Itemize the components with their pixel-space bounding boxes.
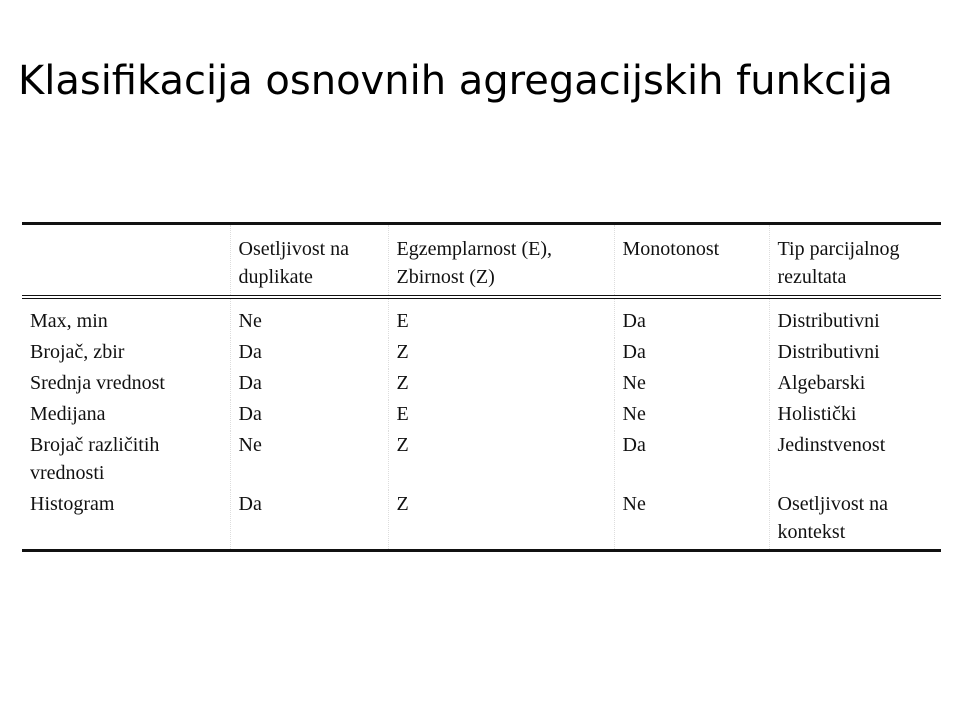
cell-exemplary-summary: Z — [388, 338, 614, 369]
header-monotonicity: Monotonost — [614, 224, 769, 298]
cell-duplicate-sensitivity: Da — [230, 338, 388, 369]
table-row — [22, 369, 941, 400]
cell-exemplary-summary: Z — [388, 490, 614, 551]
cell-function: Brojač, zbir — [30, 341, 125, 363]
header-exemplary-summary: Egzemplarnost (E), Zbirnost (Z) — [388, 224, 614, 298]
cell-duplicate-sensitivity: Da — [230, 400, 388, 431]
cell-exemplary-summary: E — [388, 297, 614, 338]
cell-monotonicity: Da — [614, 431, 769, 490]
cell-duplicate-sensitivity: Da — [230, 369, 388, 400]
header-partial-result-type: Tip parcijalnog rezultata — [769, 224, 941, 298]
header-duplicate-sensitivity: Osetljivost na duplikate — [230, 224, 388, 298]
aggregation-table-container — [22, 222, 941, 552]
cell-monotonicity: Ne — [614, 369, 769, 400]
cell-monotonicity: Da — [614, 338, 769, 369]
cell-partial-result-type: Osetljivost na kontekst — [769, 490, 941, 551]
cell-function: Histogram — [30, 493, 115, 515]
table-row — [22, 490, 941, 551]
table-row — [22, 431, 941, 490]
cell-partial-result-type: Distributivni — [769, 297, 941, 338]
cell-exemplary-summary: Z — [388, 369, 614, 400]
cell-partial-result-type: Algebarski — [769, 369, 941, 400]
cell-partial-result-type: Holistički — [769, 400, 941, 431]
table-row — [22, 297, 941, 338]
cell-exemplary-summary: E — [388, 400, 614, 431]
cell-function: Medijana — [30, 403, 106, 425]
cell-partial-result-type: Jedinstvenost — [769, 431, 941, 490]
cell-function: Brojač različitih vrednosti — [30, 434, 160, 484]
table-row — [22, 338, 941, 369]
table-row — [22, 400, 941, 431]
cell-duplicate-sensitivity: Ne — [230, 297, 388, 338]
cell-duplicate-sensitivity: Ne — [230, 431, 388, 490]
cell-function: Srednja vrednost — [30, 372, 165, 394]
aggregation-functions-table — [22, 222, 941, 552]
cell-monotonicity: Ne — [614, 490, 769, 551]
cell-duplicate-sensitivity: Da — [230, 490, 388, 551]
cell-function: Max, min — [30, 310, 108, 332]
cell-monotonicity: Ne — [614, 400, 769, 431]
cell-partial-result-type: Distributivni — [769, 338, 941, 369]
slide-title: Klasifikacija osnovnih agregacijskih funkcija — [18, 58, 893, 104]
cell-monotonicity: Da — [614, 297, 769, 338]
header-function — [22, 224, 230, 298]
table-header-row — [22, 224, 941, 298]
cell-exemplary-summary: Z — [388, 431, 614, 490]
